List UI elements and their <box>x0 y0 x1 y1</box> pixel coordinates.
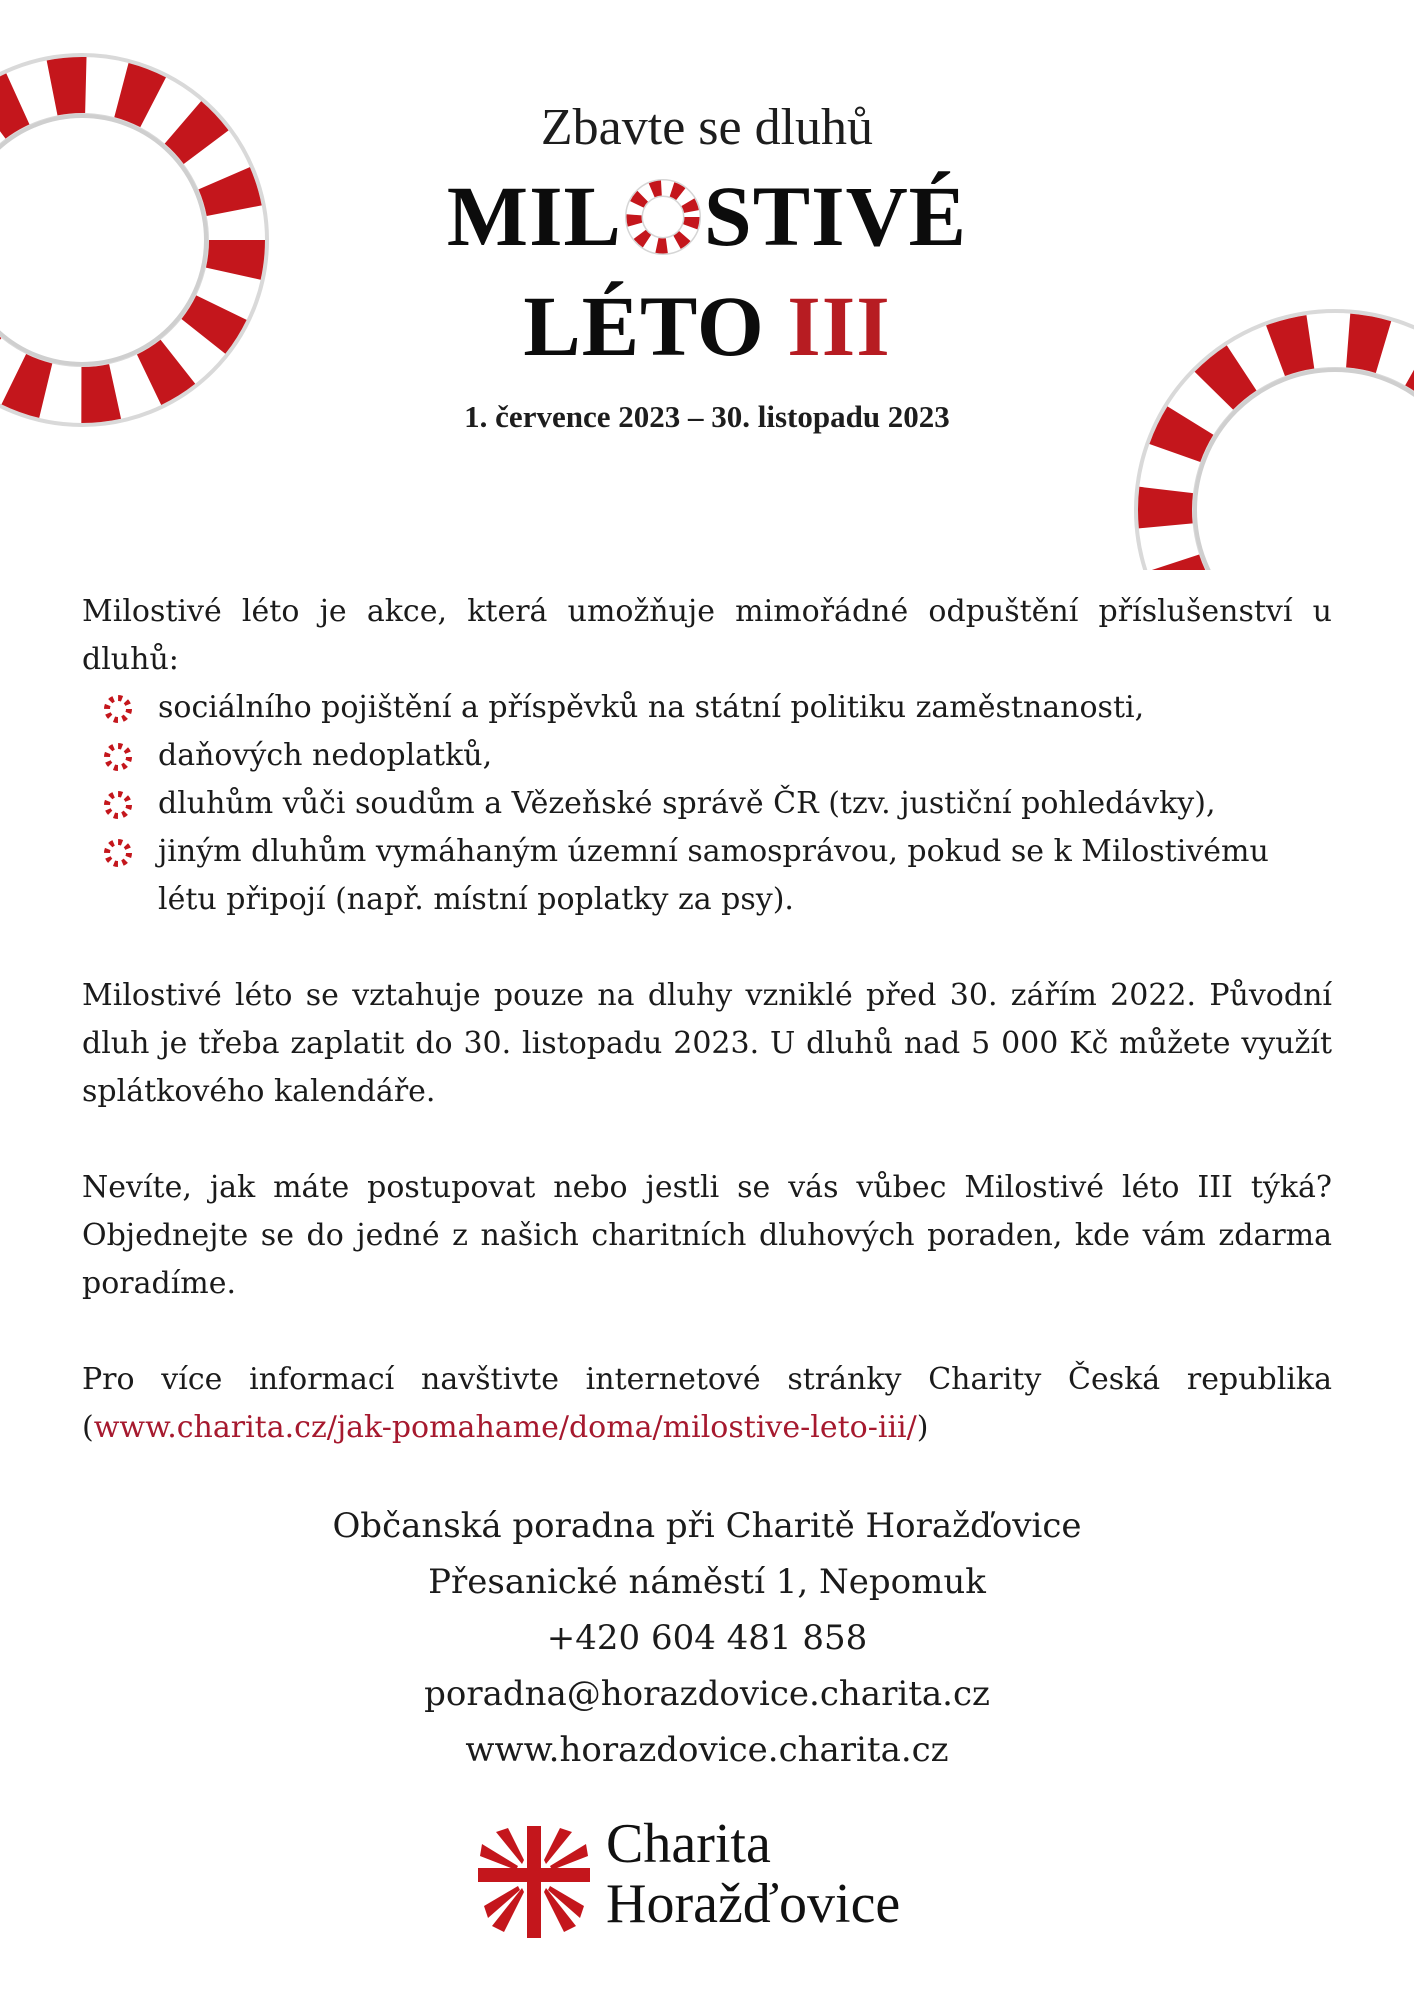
office-website[interactable]: www.horazdovice.charita.cz <box>465 1730 949 1770</box>
charita-wordmark <box>606 1814 900 1934</box>
header <box>0 95 1414 435</box>
lifebuoy-bullet-icon <box>102 837 134 869</box>
title-line-1 <box>0 161 1414 271</box>
list-item <box>158 780 1332 828</box>
campaign-dates: 1. července 2023 – 30. listopadu 2023 <box>464 399 950 434</box>
charita-wordmark-line1: Charita <box>606 1813 771 1875</box>
list-item-text: dluhům vůči soudům a Vězeňské správě ČR (tzv. justiční pohledávky), <box>158 786 1216 821</box>
lifebuoy-bullet-icon <box>102 741 134 773</box>
main-content <box>82 588 1332 1452</box>
office-email[interactable]: poradna@horazdovice.charita.cz <box>424 1674 990 1714</box>
charita-logo <box>478 1813 978 1940</box>
more-info-text: Pro více informací navštivte internetové stránky Charity Česká republika <box>82 1362 1332 1397</box>
list-item <box>158 732 1332 780</box>
subtitle: Zbavte se dluhů <box>540 99 874 156</box>
title-line-2 <box>0 271 1414 381</box>
advice-paragraph: Nevíte, jak máte postupovat nebo jestli se vás vůbec Milostivé léto III týká? Objednejte se do jedné z našich charitních dluhových poraden, kde vám zdarma poradíme. <box>82 1170 1332 1301</box>
list-item <box>158 828 1332 924</box>
lifebuoy-o-icon <box>624 178 702 256</box>
office-name: Občanská poradna při Charitě Horažďovice <box>332 1506 1082 1546</box>
charita-link[interactable]: www.charita.cz/jak-pomahame/doma/milostive-leto-iii/ <box>93 1410 917 1445</box>
close-paren: ) <box>916 1410 929 1445</box>
list-item-text: daňových nedoplatků, <box>158 738 493 773</box>
contact-block <box>0 1498 1414 1778</box>
list-item <box>158 684 1332 732</box>
charita-cross-icon <box>478 1826 590 1938</box>
list-item-text: jiným dluhům vymáhaným územní samosprávou, pokud se k Milostivému létu připojí (např. místní poplatky za psy). <box>158 834 1269 917</box>
office-phone[interactable]: +420 604 481 858 <box>546 1618 868 1658</box>
title-leto: LÉTO <box>523 278 765 374</box>
more-info-paragraph <box>82 1356 1332 1452</box>
open-paren: ( <box>82 1410 94 1445</box>
office-address: Přesanické náměstí 1, Nepomuk <box>428 1562 986 1602</box>
title-roman-three: III <box>787 278 891 374</box>
list-item-text: sociálního pojištění a příspěvků na státní politiku zaměstnanosti, <box>158 690 1145 725</box>
title-part-1: MIL <box>446 168 622 264</box>
intro-paragraph: Milostivé léto je akce, která umožňuje mimořádné odpuštění příslušenství u dluhů: <box>82 594 1332 677</box>
lifebuoy-bullet-icon <box>102 693 134 725</box>
charita-wordmark-line2: Horažďovice <box>606 1873 901 1935</box>
deadline-paragraph: Milostivé léto se vztahuje pouze na dluhy vzniklé před 30. zářím 2022. Původní dluh je třeba zaplatit do 30. listopadu 2023. U dluhů nad 5 000 Kč můžete využít splátkového kalendáře. <box>82 978 1332 1109</box>
lifebuoy-bullet-icon <box>102 789 134 821</box>
debt-types-list <box>82 684 1332 924</box>
title-part-2: STIVÉ <box>703 168 968 264</box>
